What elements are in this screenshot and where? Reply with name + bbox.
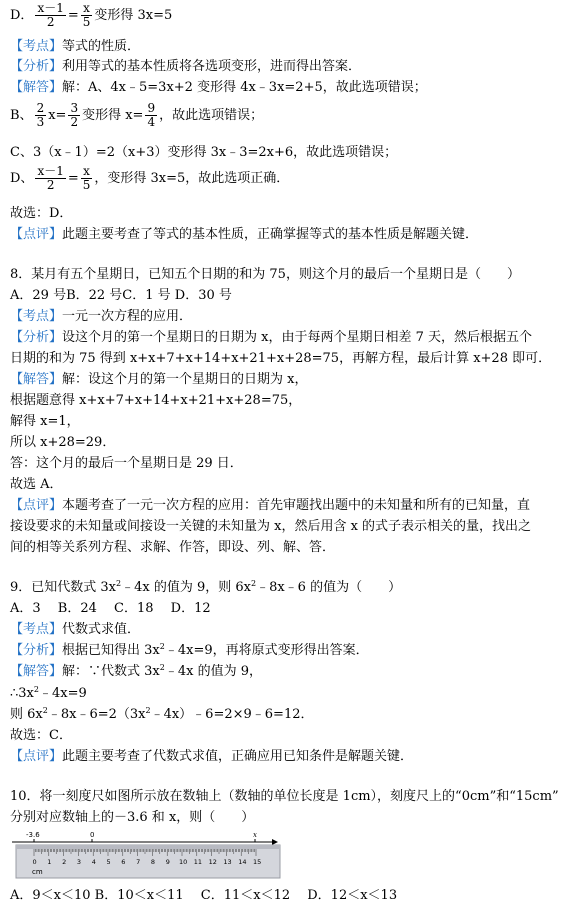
ruler-unit-label: cm	[32, 868, 43, 876]
q9-question: 9．已知代数式 $3x^2﹣4x$ 的值为 9，则 $6x^2﹣8x﹣6$ 的值为（ ）	[10, 579, 402, 595]
q8-solution-line: 根据题意得 x+x+7+x+14+x+21+x+28=75，	[10, 393, 302, 408]
q10-question: 10．将一刻度尺如图所示放在数轴上（数轴的单位长度是 1cm），刻度尺上的“0cm”和“15cm”	[10, 789, 559, 804]
q9-kaodian: 【考点】代数式求值．	[10, 622, 141, 637]
ruler-number: 3	[76, 858, 82, 866]
q8-jieda: 【解答】解：设这个月的第一个星期日的日期为 x，	[10, 372, 308, 387]
q7-jieda: 【解答】解：A、4x﹣5=3x+2 变形得 4x﹣3x=2+5，故此选项错误；	[10, 80, 427, 95]
q10-question-cont: 分别对应数轴上的－3.6 和 x，则（ ）	[10, 810, 255, 825]
q9-options: A．3 B．24 C．18 D．12	[10, 601, 211, 616]
q9-dianping: 【点评】此题主要考查了代数式求值，正确应用已知条件是解题关键．	[10, 749, 414, 764]
fraction: $\frac{x}{5}$	[82, 164, 91, 192]
ruler-number: 9	[165, 858, 170, 866]
q8-question: 8．某月有五个星期日，已知五个日期的和为 75，则这个月的最后一个星期日是（ ）	[10, 267, 520, 282]
fraction: $\frac{9}{4}$	[147, 101, 156, 129]
ruler-number-line-figure	[10, 832, 285, 882]
q8-dianping-cont: 接设要求的未知量或间接设一关键的未知量为 x，然后用含 x 的式子表示相关的量，找出之	[10, 519, 532, 534]
ruler-number: 14	[238, 858, 247, 866]
q7-jieda-d: D、 $\frac{x-1}{2}$ = $\frac{x}{5}$ ，变形得 3x=5，故此选项正确．	[10, 164, 290, 192]
q8-fenxi: 【分析】设这个月的第一个星期日的日期为 x，由于每两个星期日相差 7 天，然后根据五个	[10, 330, 533, 345]
axis-label-zero: 0	[90, 832, 95, 839]
q8-solution-line: 所以 x+28=29．	[10, 435, 116, 450]
ruler-number: 7	[136, 858, 141, 866]
q7-kaodian: 【考点】等式的性质．	[10, 39, 141, 54]
ruler-number: 0	[32, 858, 37, 866]
q9-answer: 故选：C．	[10, 728, 72, 743]
q10-options: A．9＜x＜10 B．10＜x＜11 C．11＜x＜12 D．12＜x＜13	[10, 888, 398, 903]
q7-fenxi: 【分析】利用等式的基本性质将各选项变形，进而得出答案．	[10, 59, 362, 74]
ruler-edge	[16, 845, 280, 849]
ruler-number: 4	[91, 858, 96, 866]
q9-jieda: 【解答】解：∵代数式 $3x^2﹣4x$ 的值为 9，	[10, 663, 262, 679]
arrow-icon	[272, 839, 278, 845]
ruler-number: 12	[208, 858, 217, 866]
q7-jieda-b: B、 $\frac{2}{3}$ x= $\frac{3}{2}$ 变形得 x= $\frac{9}{4}$ ，故此选项错误；	[10, 101, 264, 129]
ruler-number: 15	[253, 858, 262, 866]
fraction: $\frac{3}{2}$	[70, 101, 79, 129]
q8-solution-line: 答：这个月的最后一个星期日是 29 日．	[10, 456, 243, 471]
axis-label-x: x	[253, 832, 257, 839]
fraction: $\frac{x}{5}$	[82, 1, 91, 29]
q8-kaodian: 【考点】一元一次方程的应用．	[10, 309, 193, 324]
ruler-number: 10	[179, 858, 188, 866]
ruler-number: 6	[121, 858, 126, 866]
q7-dianping: 【点评】此题主要考查了等式的基本性质，正确掌握等式的基本性质是解题关键．	[10, 227, 479, 242]
q9-solution-line: $\therefore 3x^2﹣4x=9$	[10, 685, 87, 701]
axis-label-neg: -3.6	[26, 832, 40, 839]
ruler-number: 5	[106, 858, 111, 866]
fraction: $\frac{x-1}{2}$	[37, 164, 64, 192]
q8-solution-line: 解得 x=1，	[10, 414, 80, 429]
ruler-number: 8	[150, 858, 156, 866]
ruler-number: 13	[223, 858, 232, 866]
fraction: $\frac{2}{3}$	[36, 101, 45, 129]
q8-fenxi-cont: 日期的和为 75 得到 x+x+7+x+14+x+21+x+28=75，再解方程，最后计算 x+28 即可．	[10, 351, 552, 366]
ruler-number: 11	[193, 858, 203, 866]
fraction: $\frac{x-1}{2}$	[37, 1, 64, 29]
q7-answer: 故选：D．	[10, 206, 73, 221]
q8-dianping: 【点评】本题考查了一元一次方程的应用：首先审题找出题中的未知量和所有的已知量，直	[10, 498, 531, 513]
q8-answer: 故选 A．	[10, 477, 63, 492]
ruler-number: 2	[62, 858, 67, 866]
q9-fenxi: 【分析】根据已知得出 $3x^2﹣4x=9$，再将原式变形得出答案．	[10, 642, 369, 658]
q9-solution-line: 则 $6x^2﹣8x﹣6=2(3x^2﹣4x)﹣6=2\times 9﹣6=12$．	[10, 706, 314, 722]
ruler-number: 1	[47, 858, 52, 866]
q8-options: A．29 号B．22 号C．1 号 D．30 号	[10, 288, 232, 303]
q7-jieda-c: C、3（x﹣1）=2（x+3）变形得 3x﹣3=2x+6，故此选项错误；	[10, 145, 398, 160]
q7-option-d: D． $\frac{x-1}{2}$ = $\frac{x}{5}$ 变形得 3x=5	[10, 1, 173, 29]
q8-dianping-cont: 间的相等关系列方程、求解、作答，即设、列、解、答．	[10, 540, 336, 555]
